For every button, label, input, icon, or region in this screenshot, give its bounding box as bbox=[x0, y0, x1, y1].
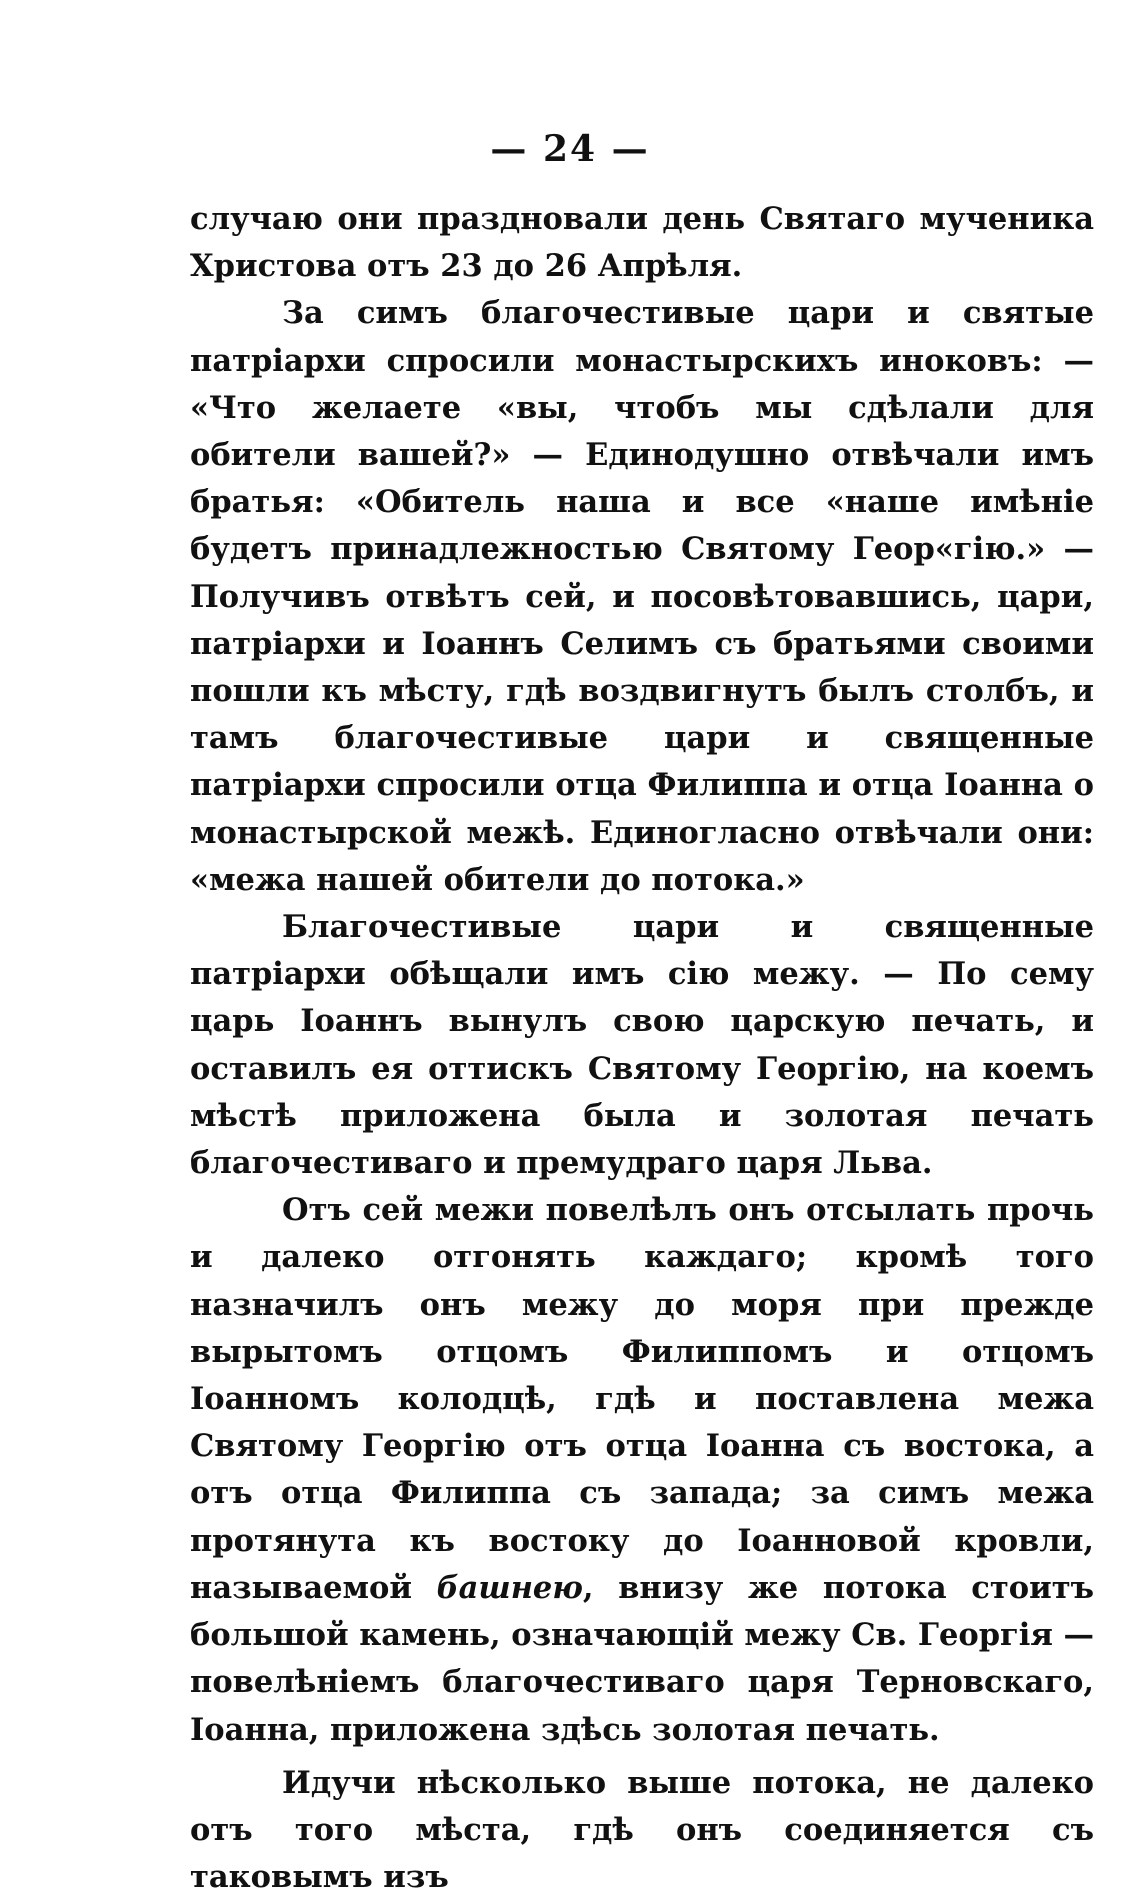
paragraph-patriarchs-question: За симъ благочестивые цари и святые патріархи спросили монастырскихъ иноковъ: — «Что желаете «вы, чтобъ мы сдѣлали для обители вашей?» — Единодушно отвѣчали имъ братья: «Обитель наша и все «наше имѣніе будетъ принадлежностью Святому Геор«гію.» — Получивъ отвѣтъ сей, и посовѣтовавшись, цари, патріархи и Іоаннъ Селимъ съ братьями своими пошли къ мѣсту, гдѣ воздвигнутъ былъ столбъ, и тамъ благочестивые цари и священные патріархи спросили отца Филиппа и отца Іоанна о монастырской межѣ. Единогласно отвѣчали они: «межа нашей обители до потока.» bbox=[190, 295, 1094, 898]
paragraph-boundary-text-1: Отъ сей межи повелѣлъ онъ отсылать прочь и далеко отгонять каждаго; кромѣ того назначилъ онъ межу до моря при прежде вырытомъ отцомъ Филиппомъ и отцомъ Іоанномъ колодцѣ, гдѣ и поставлена межа Святому Георгію отъ отца Іоанна съ востока, а отъ отца Филиппа съ запада; за симъ межа протянута къ востоку до Іоанновой кровли, называемой bbox=[190, 1192, 1094, 1606]
body-text bbox=[190, 196, 1094, 1901]
paragraph-boundary-text-2: , внизу же потока стоитъ большой камень, означающій межу Св. Георгія — повелѣніемъ благочестиваго царя Терновскаго, Іоанна, приложена здѣсь золотая печать. bbox=[190, 1569, 1094, 1748]
paragraph-boundary bbox=[190, 1187, 1094, 1753]
paragraph-stream: Идучи нѣсколько выше потока, не далеко отъ того мѣста, гдѣ онъ соединяется съ таковымъ изъ bbox=[190, 1764, 1094, 1896]
page-number: — 24 — bbox=[490, 128, 650, 170]
paragraph-continuation: случаю они праздновали день Святаго мученика Христова отъ 23 до 26 Апрѣля. bbox=[190, 201, 1094, 285]
italic-word-tower: башнею bbox=[436, 1569, 583, 1606]
paragraph-royal-seal: Благочестивые цари и священные патріархи обѣщали имъ сію межу. — По сему царь Іоаннъ вынулъ свою царскую печать, и оставилъ ея оттискъ Святому Георгію, на коемъ мѣстѣ приложена была и золотая печать благочестиваго и премудраго царя Льва. bbox=[190, 909, 1094, 1182]
